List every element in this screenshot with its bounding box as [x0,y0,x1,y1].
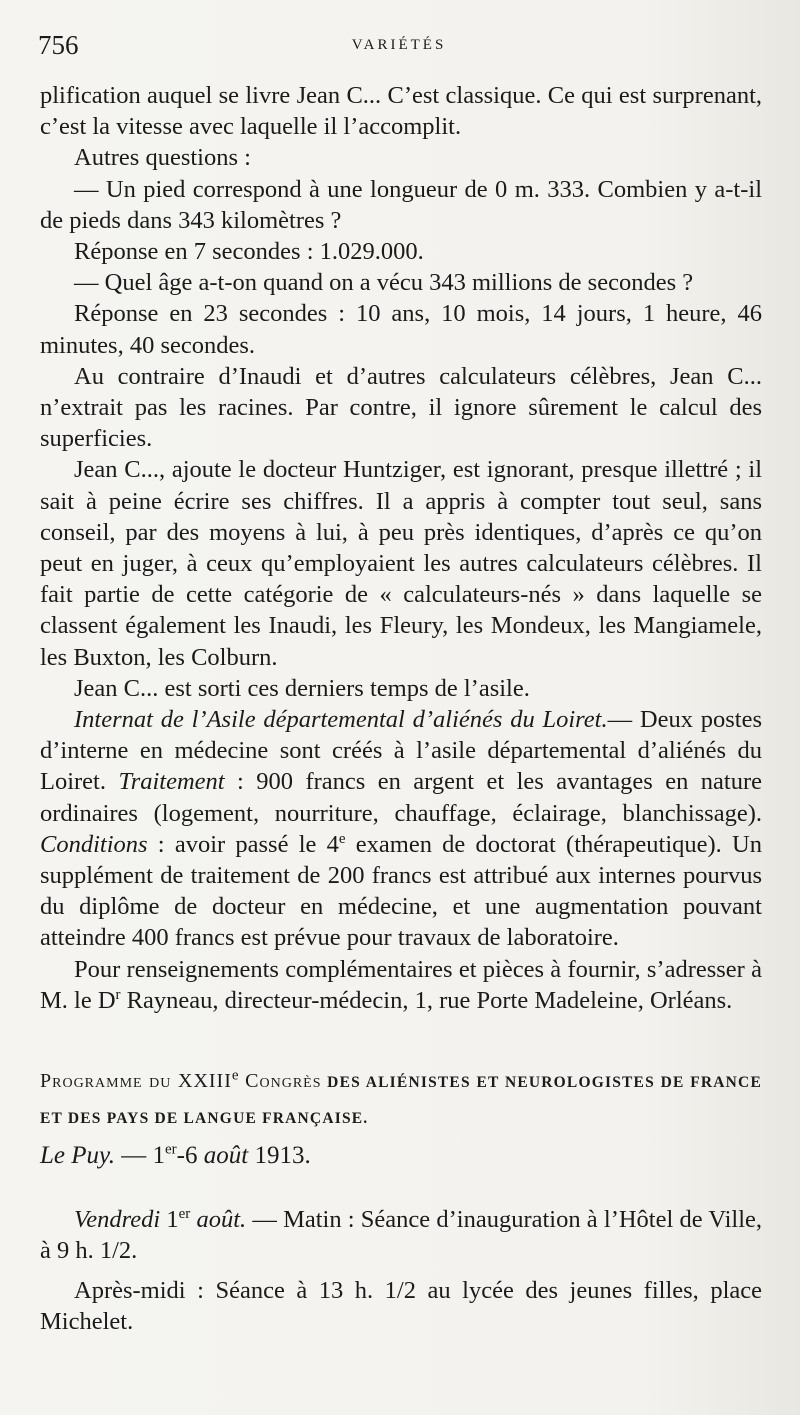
programme-title: Programme du XXIII [40,1070,232,1093]
superscript: e [231,1067,239,1084]
page-number: 756 [38,30,79,60]
day-number: 1 [160,1206,179,1234]
paragraph: Réponse en 7 secondes : 1.029.000. [74,238,424,266]
paragraph: — Un pied correspond à une longueur de 0 m. 333. Combien y a-t-il de pieds dans 343 kilomètres ? [40,175,762,234]
internat-paragraph [40,704,762,954]
spacer [40,1016,762,1064]
superscript: er [178,1205,191,1222]
paragraph: Jean C... est sorti ces derniers temps de l’asile. [74,674,530,702]
date-year: 1913. [248,1142,311,1170]
date-range: -6 [176,1142,204,1170]
traitement-label: Traitement [118,768,225,796]
programme-heading [40,1064,762,1136]
paragraph: Autres questions : [74,144,251,172]
superscript: e [338,830,346,847]
conditions-label: Conditions [40,830,148,858]
traitement-text: : 900 francs en argent et les avantages en nature ordinaires (logement, nourriture, chauffage, éclairage, blanchissage). [40,768,762,827]
paragraph: Au contraire d’Inaudi et d’autres calculateurs célèbres, Jean C... n’extrait pas les racines. Par contre, il ignore sûrement le calcul des superficies. [40,362,762,453]
page-body [40,80,762,1337]
place-date [40,1136,762,1176]
place: Le Puy. [40,1142,115,1170]
page-header [38,30,760,70]
running-title: VARIÉTÉS [351,37,447,53]
spacer [40,1267,762,1275]
vendredi-text: — Matin : Séance d’inauguration à l’Hôtel de Ville, à 9 h. 1/2. [40,1206,762,1265]
day-month: août. [196,1206,247,1234]
superscript: er [165,1141,177,1158]
internat-title: Internat de l’Asile départemental d’aliénés du Loiret. [74,706,608,734]
apres-midi-paragraph: Après-midi : Séance à 13 h. 1/2 au lycée des jeunes filles, place Michelet. [40,1276,762,1335]
date-sep: — 1 [115,1142,165,1170]
conditions-text-cont: examen de doctorat (thérapeutique). Un supplément de traitement de 200 francs est attribué aux internes pourvus du diplôme de docteur en médecine, et une augmentation pouvant atteindre 400 francs est prévue pour travaux de laboratoire. [40,830,762,952]
date-month: août [203,1142,249,1170]
renseignements-text: Pour renseignements complémentaires et pièces à fournir, s’adresser à M. le D [40,955,762,1014]
paragraph: plification auquel se livre Jean C... C’est classique. Ce qui est surprenant, c’est la vitesse avec laquelle il l’accomplit. [40,82,762,141]
day-name: Vendredi [74,1206,161,1234]
spacer [40,1176,762,1204]
conditions-text: : avoir passé le 4 [147,830,339,858]
internat-text: — Deux postes d’interne en médecine sont créés à l’asile départemental d’aliénés du Loiret. [40,706,762,796]
renseignements-text-cont: Rayneau, directeur-médecin, 1, rue Porte Madeleine, Orléans. [120,986,733,1014]
renseignements-paragraph [40,954,762,1016]
paragraph: — Quel âge a-t-on quand on a vécu 343 millions de secondes ? [74,269,694,297]
programme-congres: Congrès [238,1070,322,1093]
paragraph: Jean C..., ajoute le docteur Huntziger, est ignorant, presque illettré ; il sait à peine écrire ses chiffres. Il a appris à compter tout seul, sans conseil, par des moyens à lui, à peu près identiques, d’après ce qu’on peut en juger, à ceux qu’employaient les autres calculateurs célèbres. Il fait partie de cette catégorie de « calculateurs-nés » dans laquelle se classent également les Inaudi, les Fleury, les Mondeux, les Mangiamele, les Buxton, les Colburn. [40,456,762,671]
programme-subtitle: DES ALIÉNISTES ET NEUROLOGISTES DE FRANCE ET DES PAYS DE LANGUE FRANÇAISE. [40,1074,762,1128]
paragraph: Réponse en 23 secondes : 10 ans, 10 mois, 14 jours, 1 heure, 46 minutes, 40 secondes. [40,300,762,359]
vendredi-paragraph [40,1204,762,1266]
superscript: r [115,986,121,1003]
